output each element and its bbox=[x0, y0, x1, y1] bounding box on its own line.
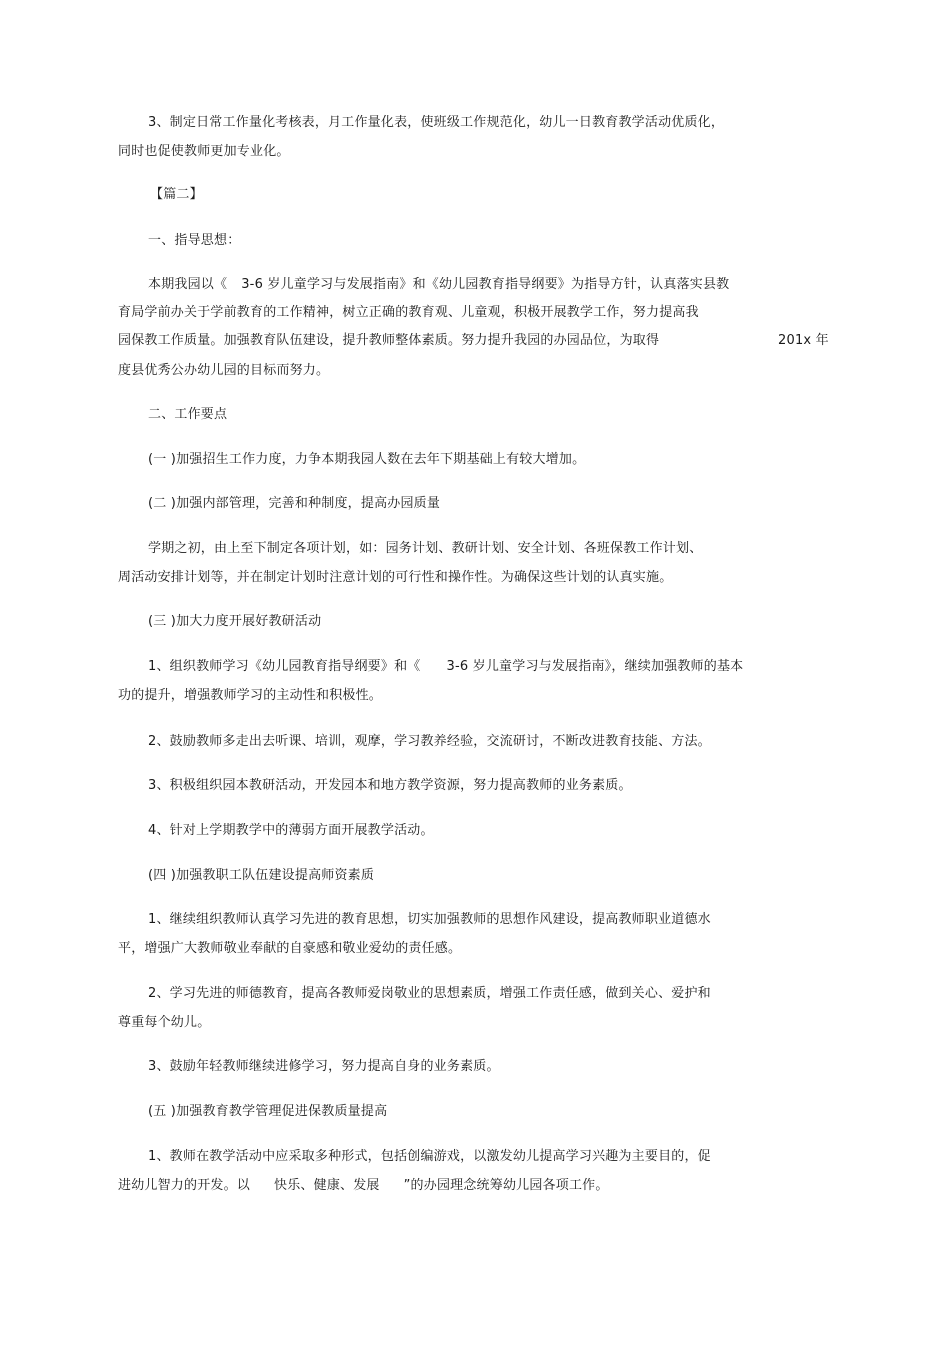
text-fragment: 201x 年 bbox=[778, 333, 829, 348]
paragraph-line: 平，增强广大教师敬业奉献的自豪感和敬业爱幼的责任感。 bbox=[118, 941, 462, 956]
subsection-heading: (二 )加强内部管理，完善和种制度，提高办园质量 bbox=[148, 496, 441, 511]
paragraph-line: 度县优秀公办幼儿园的目标而努力。 bbox=[118, 363, 330, 378]
paragraph-line: 同时也促使教师更加专业化。 bbox=[118, 144, 290, 159]
text-fragment: 本期我园以《 bbox=[148, 277, 228, 292]
text-fragment: 3-6 岁儿童学习与发展指南》，继续加强教师的基本 bbox=[446, 659, 744, 674]
text-fragment: 3-6 岁儿童学习与发展指南》和《幼儿园教育指导纲要》为指导方针，认真落实县教 bbox=[241, 277, 730, 292]
paragraph-line: 学期之初，由上至下制定各项计划，如：园务计划、教研计划、安全计划、各班保教工作计划、 bbox=[148, 541, 703, 556]
paragraph-line: 1、继续组织教师认真学习先进的教育思想，切实加强教师的思想作风建设，提高教师职业道德水 bbox=[148, 912, 711, 927]
paragraph-line: 尊重每个幼儿。 bbox=[118, 1015, 211, 1030]
paragraph-line: 3、鼓励年轻教师继续进修学习，努力提高自身的业务素质。 bbox=[148, 1059, 500, 1074]
paragraph-line: 功的提升，增强教师学习的主动性和积极性。 bbox=[118, 688, 383, 703]
subsection-heading: (三 )加大力度开展好教研活动 bbox=[148, 614, 322, 629]
text-fragment: 1、组织教师学习《幼儿园教育指导纲要》和《 bbox=[148, 659, 421, 674]
section-heading: 【篇二】 bbox=[150, 187, 203, 202]
text-fragment: 快乐、健康、发展 bbox=[274, 1178, 380, 1193]
paragraph-line bbox=[148, 658, 743, 676]
paragraph-line: 4、针对上学期教学中的薄弱方面开展教学活动。 bbox=[148, 823, 434, 838]
paragraph-line: 1、教师在教学活动中应采取多种形式，包括创编游戏，以激发幼儿提高学习兴趣为主要目的，促 bbox=[148, 1149, 711, 1164]
section-heading: 二、工作要点 bbox=[148, 407, 228, 422]
paragraph-line: 2、学习先进的师德教育，提高各教师爱岗敬业的思想素质，增强工作责任感，做到关心、爱护和 bbox=[148, 986, 711, 1001]
paragraph-line: 育局学前办关于学前教育的工作精神，树立正确的教育观、儿童观，积极开展教学工作，努力提高我 bbox=[118, 305, 699, 320]
subsection-heading: (五 )加强教育教学管理促进保教质量提高 bbox=[148, 1104, 388, 1119]
text-fragment: 进幼儿智力的开发。以 bbox=[118, 1178, 251, 1193]
paragraph-line: 园保教工作质量。加强教育队伍建设，提升教师整体素质。努力提升我园的办园品位，为取得 bbox=[118, 333, 660, 348]
text-fragment: ”的办园理念统筹幼儿园各项工作。 bbox=[403, 1178, 609, 1193]
paragraph-line bbox=[118, 1177, 609, 1195]
paragraph-line bbox=[148, 276, 729, 294]
section-heading: 一、指导思想： bbox=[148, 233, 241, 248]
paragraph-line: 2、鼓励教师多走出去听课、培训，观摩，学习教养经验，交流研讨，不断改进教育技能、方法。 bbox=[148, 734, 711, 749]
subsection-heading: (一 )加强招生工作力度，力争本期我园人数在去年下期基础上有较大增加。 bbox=[148, 452, 586, 467]
subsection-heading: (四 )加强教职工队伍建设提高师资素质 bbox=[148, 868, 375, 883]
paragraph-line: 周活动安排计划等，并在制定计划时注意计划的可行性和操作性。为确保这些计划的认真实施。 bbox=[118, 570, 673, 585]
paragraph-line: 3、制定日常工作量化考核表，月工作量化表，使班级工作规范化，幼儿一日教育教学活动优质化， bbox=[148, 115, 725, 130]
paragraph-line: 3、积极组织园本教研活动，开发园本和地方教学资源，努力提高教师的业务素质。 bbox=[148, 778, 632, 793]
